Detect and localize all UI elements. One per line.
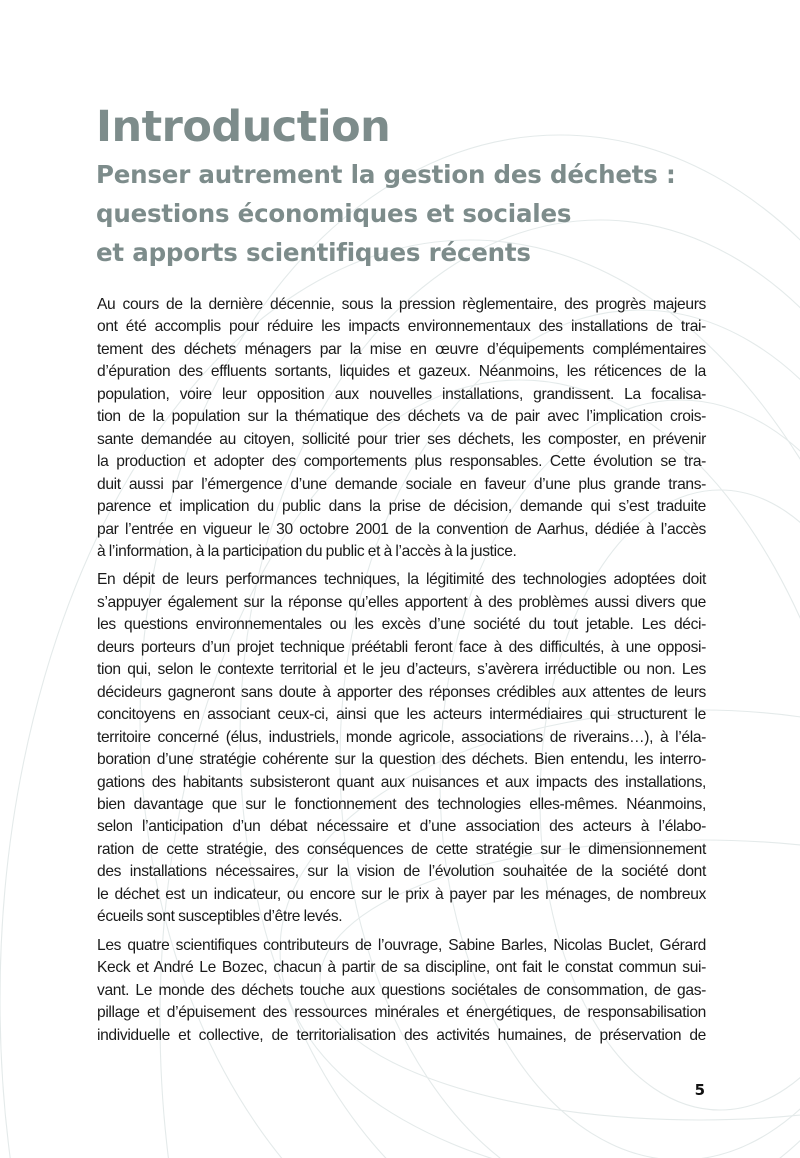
text-line: des installations nécessaires, sur la vision de l’évolution souhaitée de la société dont [97,863,706,881]
text-line: d’épuration des effluents sortants, liquides et gazeux. Néanmoins, les réticences de la [97,363,706,381]
text-line: tion qui, selon le contexte territorial et le jeu d’acteurs, s’avèrera irréductible ou non. Les [97,661,706,679]
chapter-subtitle [96,155,676,272]
chapter-title: Introduction [96,102,391,152]
text-line: duit aussi par l’émergence d’une demande sociale en faveur d’une plus grande trans- [97,475,706,493]
text-line: deurs porteurs d’un projet technique préétabli feront face à des difficultés, à une opposi- [97,638,706,656]
paragraph-2 [97,569,706,928]
text-line: sante demandée au citoyen, sollicité pour trier ses déchets, les composter, en prévenir [97,430,706,448]
text-line: par l’entrée en vigueur le 30 octobre 2001 de la convention de Aarhus, dédiée à l’accès [97,520,706,538]
body-text [97,294,706,1053]
subtitle-line: et apports scientifiques récents [96,238,531,267]
text-line: Au cours de la dernière décennie, sous la pression règlementaire, des progrès majeurs [97,296,706,313]
text-line: écueils sont susceptibles d’être levés. [97,908,343,926]
text-line: la production et adopter des comportements plus responsables. Cette évolution se tra- [97,453,706,471]
text-line: individuelle et collective, de territorialisation des activités humaines, de préservation de [97,1026,706,1044]
text-line: territoire concerné (élus, industriels, monde agricole, associations de riverains…), à l’éla- [97,728,706,746]
text-line: gations des habitants subsisteront quant aux nuisances et aux impacts des installations, [97,773,706,791]
text-line: tement des déchets ménagers par la mise en œuvre d’équipements complémentaires [97,340,706,358]
text-line: boration d’une stratégie cohérente sur la question des déchets. Bien entendu, les interro- [97,751,706,769]
text-line: selon l’anticipation d’un débat nécessaire et d’une association des acteurs à l’élabo- [97,818,706,836]
text-line: ration de cette stratégie, des conséquences de cette stratégie sur le dimensionnement [97,840,706,858]
text-line: concitoyens en associant ceux-ci, ainsi que les acteurs intermédiaires qui structurent le [97,706,706,724]
text-line: pillage et d’épuisement des ressources minérales et énergétiques, de responsabilisation [97,1004,706,1022]
text-line: à l’information, à la participation du public et à l’accès à la justice. [97,542,517,560]
text-line: tion de la population sur la thématique des déchets va de pair avec l’implication crois- [97,408,706,426]
text-line: bien davantage que sur le fonctionnement des technologies elles-mêmes. Néanmoins, [97,795,706,813]
text-line: s’appuyer également sur la réponse qu’elles apportent à des problèmes aussi divers que [97,593,706,611]
page-number: 5 [694,1081,705,1099]
text-line: Les quatre scientifiques contributeurs de l’ouvrage, Sabine Barles, Nicolas Buclet, Gérard [97,936,706,954]
text-line: population, voire leur opposition aux nouvelles installations, grandissent. La focalisa- [97,385,706,403]
subtitle-line: Penser autrement la gestion des déchets : [96,160,676,189]
text-line: ont été accomplis pour réduire les impacts environnementaux des installations de trai- [97,318,706,336]
text-line: Keck et André Le Bozec, chacun à partir de sa discipline, ont fait le constat commun sui- [97,959,706,977]
text-line: le déchet est un indicateur, ou encore sur le prix à payer par les ménages, de nombreux [97,885,706,903]
paragraph-3 [97,935,706,1047]
text-line: parence et implication du public dans la prise de décision, demande qui s’est traduite [97,498,706,516]
text-line: les questions environnementales ou les excès d’une société du tout jetable. Les déci- [97,616,706,634]
text-line: En dépit de leurs performances techniques, la légitimité des technologies adoptées doit [97,571,706,589]
text-line: décideurs gagneront sans doute à apporter des réponses crédibles aux attentes de leurs [97,683,706,701]
subtitle-line: questions économiques et sociales [96,199,572,228]
paragraph-1 [97,294,706,563]
text-line: vant. Le monde des déchets touche aux questions sociétales de consommation, de gas- [97,981,706,999]
